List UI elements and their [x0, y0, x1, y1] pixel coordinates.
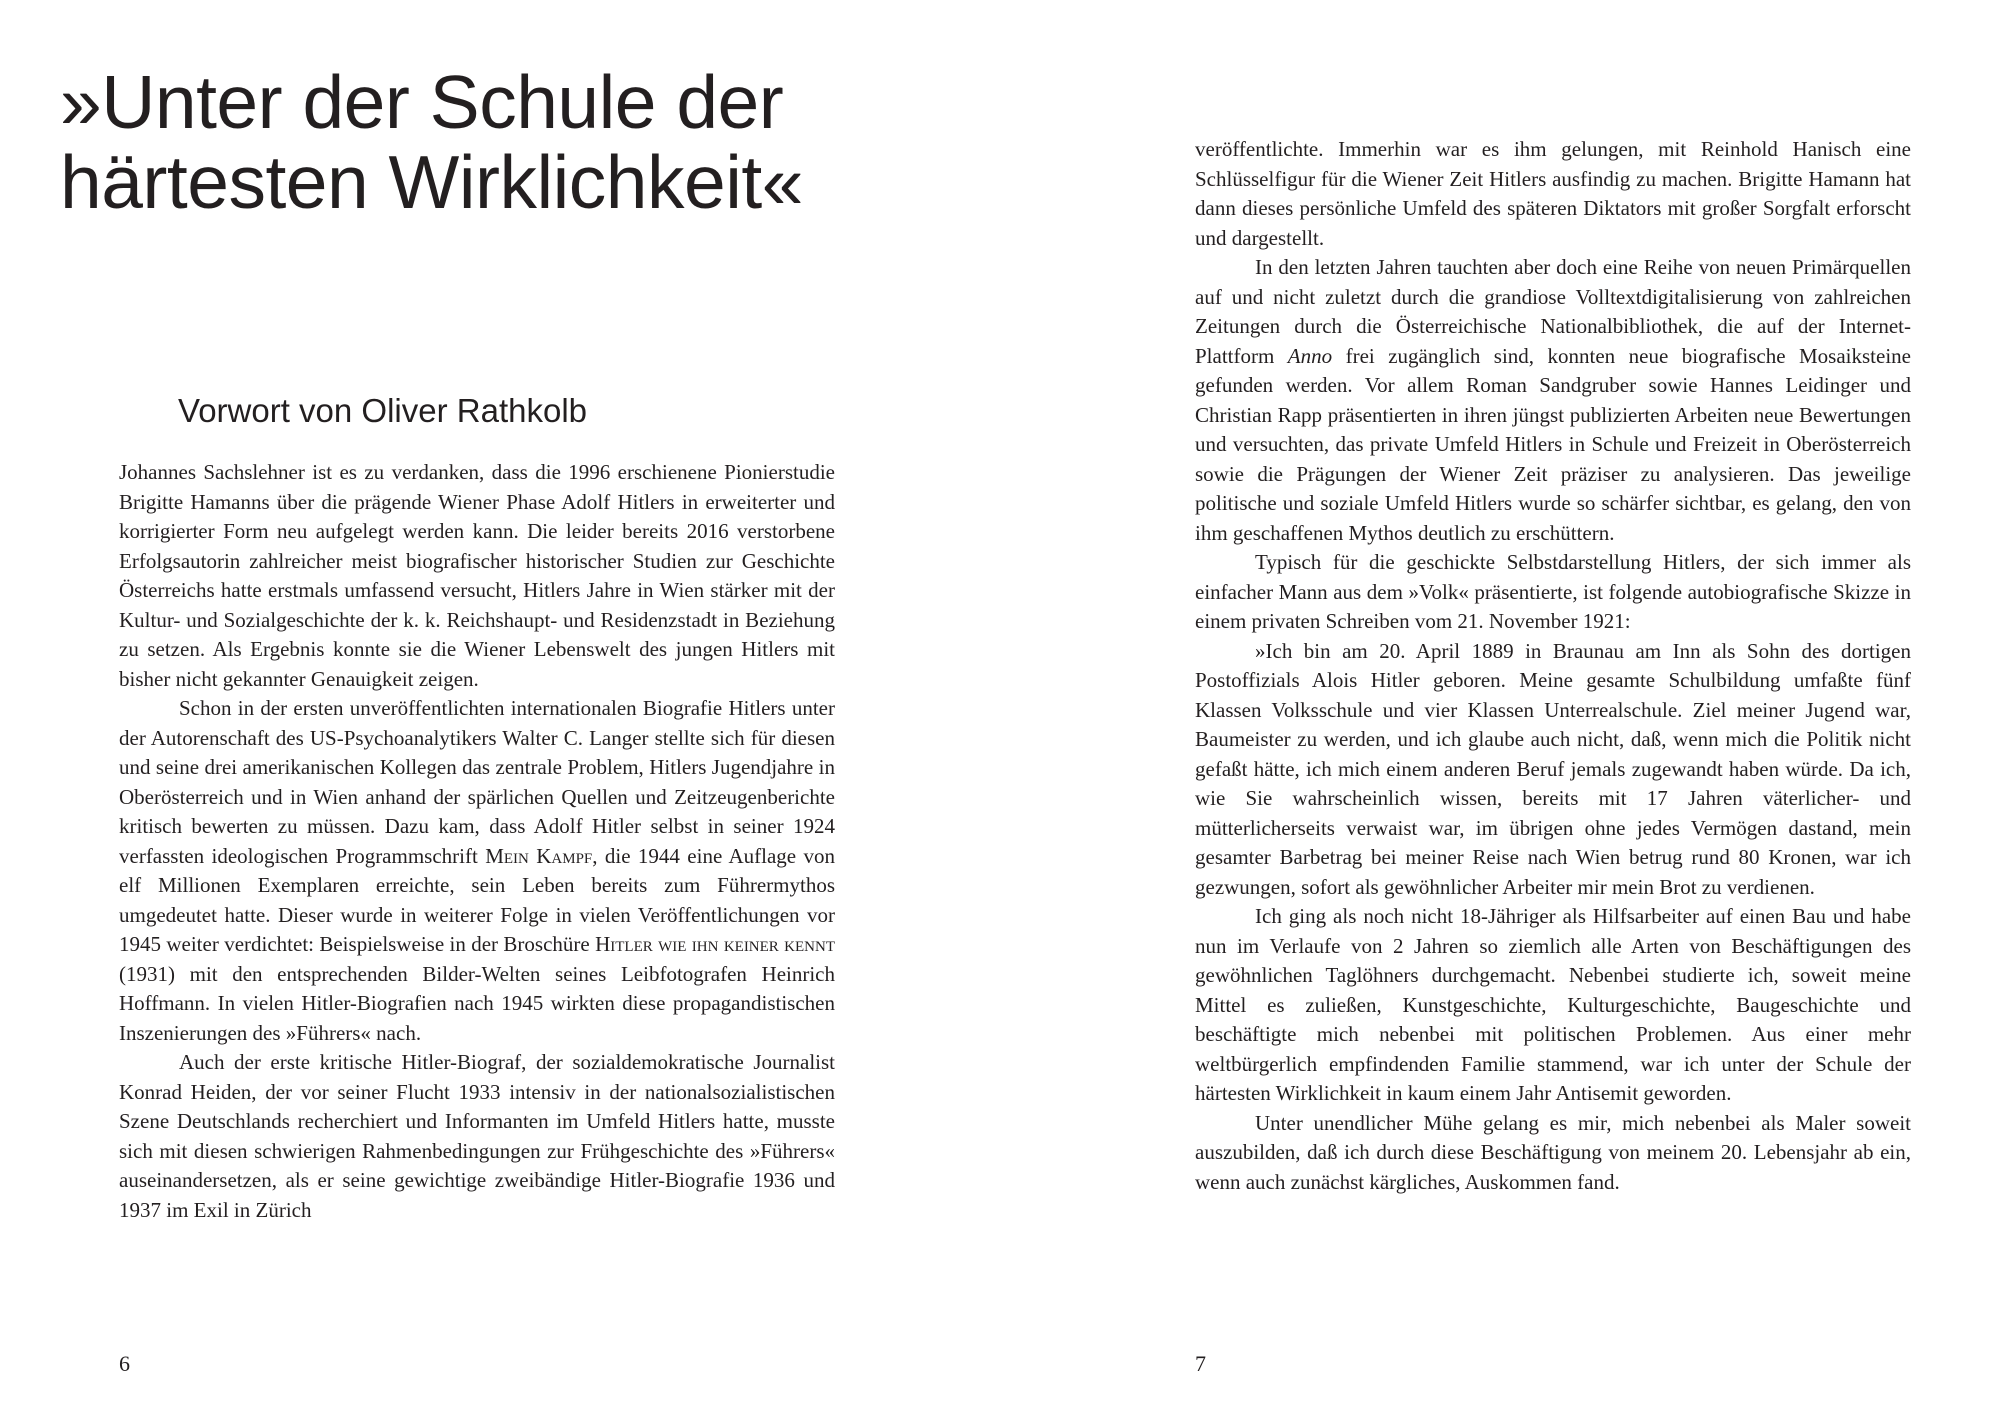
paragraph-text: frei zugänglich sind, konnten neue biografische Mosaiksteine gefunden werden. Vor allem Roman Sandgruber sowie Hannes Leidinger und Christian Rapp präsentierten in ihren jüngst publizierten Arbeiten neue Bewertungen und versuchten, das private Umfeld Hitlers in Schule und Freizeit in Oberösterreich sowie die Prägungen der Wiener Zeit präziser zu analysieren. Das jeweilige politische und soziale Umfeld Hitlers wurde so schärfer sichtbar, es gelang, den von ihm geschaffenen Mythos deutlich zu erschüttern. — [1195, 343, 1911, 545]
right-page — [1004, 0, 2008, 1418]
quote-paragraph: Ich ging als noch nicht 18-Jähriger als Hilfsarbeiter auf einen Bau und habe nun im Verlaufe von 2 Jahren so ziemlich alle Arten von Beschäftigungen des gewöhnlichen Taglöhners durchgemacht. Nebenbei studierte ich, soweit meine Mittel es zuließen, Kunstgeschichte, Kulturgeschichte, Baugeschichte und beschäftigte mich nebenbei mit politischen Problemen. Aus einer mehr weltbürgerlich empfindenden Familie stammend, war ich unter der Schule der härtesten Wirklichkeit in kaum einem Jahr Antisemit geworden. — [1195, 904, 1911, 1105]
paragraph: Johannes Sachslehner ist es zu verdanken, dass die 1996 erschienene Pionierstudie Brigitte Hamanns über die prägende Wiener Phase Adolf Hitlers in erweiterter und korrigierter Form neu aufgelegt werden kann. Die leider bereits 2016 verstorbene Erfolgsautorin zahlreicher meist biografischer historischer Studien zur Geschichte Österreichs hatte erstmals umfassend versucht, Hitlers Jahre in Wien stärker mit der Kultur- und Sozialgeschichte der k. k. Reichshaupt- und Residenzstadt in Beziehung zu setzen. Als Ergebnis konnte sie die Wiener Lebenswelt des jungen Hitlers mit bisher nicht gekannter Genauigkeit zeigen. — [119, 460, 835, 691]
paragraph — [1195, 253, 1911, 548]
right-body-text — [1195, 135, 1911, 1197]
paragraph-text: (1931) mit den entsprechenden Bilder-Welten seines Leibfotografen Heinrich Hoffmann. In vielen Hitler-Biografien nach 1945 wirkten diese propagandistischen Inszenierungen des »Führers« nach. — [119, 961, 835, 1045]
paragraph: Auch der erste kritische Hitler-Biograf, der sozialdemokratische Journalist Konrad Heiden, der vor seiner Flucht 1933 intensiv in der nationalsozialistischen Szene Deutschlands recherchiert und Informanten im Umfeld Hitlers hatte, musste sich mit diesen schwierigen Rahmenbedingungen zur Frühgeschichte des »Führers« auseinandersetzen, als er seine gewichtige zweibändige Hitler-Biografie 1936 und 1937 im Exil in Zürich — [119, 1050, 835, 1222]
book-title-mein-kampf: Mein Kampf — [485, 843, 593, 868]
paragraph — [119, 694, 835, 1048]
paragraph-text: In den letzten Jahren tauchten aber doch eine Reihe von neuen Primärquellen auf und nicht zuletzt durch die grandiose Volltextdigitalisierung von zahlreichen Zeitungen durch die Österreichische Nationalbibliothek, die auf der Internet-Plattform — [1195, 255, 1911, 368]
chapter-title-line-1: »Unter der Schule der — [60, 60, 784, 144]
left-body-text — [119, 458, 835, 1225]
foreword-subtitle: Vorwort von Oliver Rathkolb — [178, 392, 588, 429]
page-number-right: 7 — [1195, 1351, 1206, 1376]
paragraph-text: Schon in der ersten unveröffentlichten internationalen Biografie Hitlers unter der Autorenschaft des US-Psychoanalytikers Walter C. Langer stellte sich für diesen und seine drei amerikanischen Kollegen das zentrale Problem, Hitlers Jugendjahre in Oberösterreich und in Wien anhand der spärlichen Quellen und Zeitzeugenberichte kritisch bewerten zu müssen. Dazu kam, dass Adolf Hitler selbst in seiner 1924 verfassten ideologischen Programmschrift — [119, 696, 835, 868]
platform-name-anno: Anno — [1287, 343, 1333, 368]
chapter-title — [60, 62, 960, 222]
book-title-hitler-wie-ihn-keiner-kennt: Hitler wie ihn keiner kennt — [595, 932, 835, 956]
chapter-title-line-2: härtesten Wirklichkeit« — [60, 140, 803, 224]
paragraph-text: , die 1944 eine Auflage von elf Millionen Exemplaren erreichte, sein Leben bereits zum Führermythos umgedeutet hatte. Dieser wurde in weiterer Folge in vielen Veröffentlichungen vor 1945 weiter verdichtet: Beispielsweise in der Broschüre — [119, 843, 835, 956]
paragraph: Typisch für die geschickte Selbstdarstellung Hitlers, der sich immer als einfacher Mann aus dem »Volk« präsentierte, ist folgende autobiografische Skizze in einem privaten Schreiben vom 21. November 1921: — [1195, 550, 1911, 633]
quote-paragraph: Unter unendlicher Mühe gelang es mir, mich nebenbei als Maler soweit auszubilden, daß ich durch diese Beschäftigung von meinem 20. Lebensjahr ab ein, wenn auch zunächst kärgliches, Auskommen fand. — [1195, 1110, 1911, 1194]
paragraph: veröffentlichte. Immerhin war es ihm gelungen, mit Reinhold Hanisch eine Schlüsselfigur für die Wiener Zeit Hitlers ausfindig zu machen. Brigitte Hamann hat dann dieses persönliche Umfeld des späteren Diktators mit großer Sorgfalt erforscht und dargestellt. — [1195, 137, 1911, 250]
quote-paragraph: »Ich bin am 20. April 1889 in Braunau am Inn als Sohn des dortigen Postoffizials Alois Hitler geboren. Meine gesamte Schulbildung umfaßte fünf Klassen Volksschule und vier Klassen Unterrealschule. Ziel meiner Jugend war, Baumeister zu werden, und ich glaube auch nicht, daß, wenn mich die Politik nicht gefaßt hätte, ich mich einem anderen Beruf jemals zugewandt haben würde. Da ich, wie Sie wahrscheinlich wissen, bereits mit 17 Jahren väterlicher- und mütterlicherseits verwaist war, im übrigen ohne jedes Vermögen dastand, mein gesamter Barbetrag bei meiner Reise nach Wien betrug rund 80 Kronen, war ich gezwungen, sofort als gewöhnlicher Arbeiter mir mein Brot zu verdienen. — [1195, 638, 1911, 899]
page-number-left: 6 — [119, 1351, 130, 1376]
